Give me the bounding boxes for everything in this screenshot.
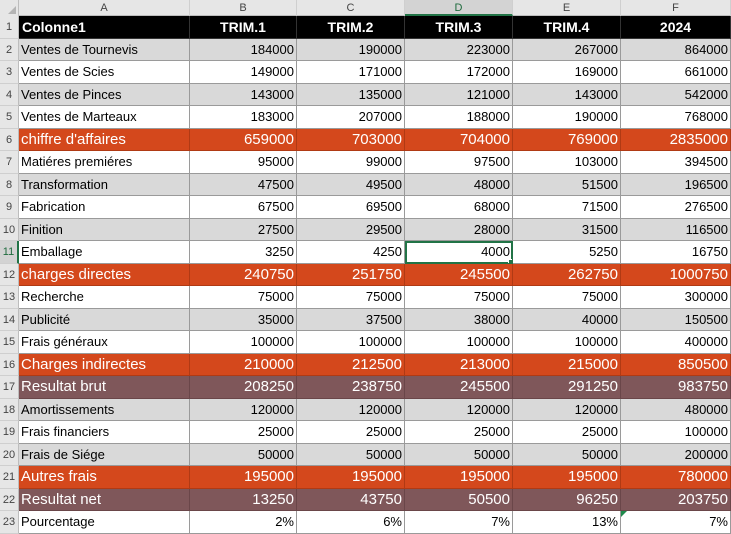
value-cell[interactable]: 190000 — [297, 39, 405, 62]
value-cell[interactable]: 69500 — [297, 196, 405, 219]
row-header[interactable]: 17 — [0, 376, 19, 399]
row-label-cell[interactable]: Charges indirectes — [19, 354, 190, 377]
value-cell[interactable]: 394500 — [621, 151, 731, 174]
row-header[interactable]: 7 — [0, 151, 19, 174]
value-cell[interactable]: 983750 — [621, 376, 731, 399]
value-cell[interactable]: 100000 — [513, 331, 621, 354]
row-header[interactable]: 19 — [0, 421, 19, 444]
row-header[interactable]: 16 — [0, 354, 19, 377]
table-row — [0, 106, 731, 129]
value-cell[interactable]: 120000 — [513, 399, 621, 422]
table-row — [0, 241, 731, 264]
table-row — [0, 219, 731, 242]
value-cell[interactable]: 769000 — [513, 129, 621, 152]
value-cell[interactable]: 2835000 — [621, 129, 731, 152]
value-cell[interactable]: 5250 — [513, 241, 621, 264]
value-cell[interactable]: 43750 — [297, 489, 405, 512]
value-cell[interactable]: 780000 — [621, 466, 731, 489]
table-row — [0, 39, 731, 62]
row-header[interactable]: 20 — [0, 444, 19, 467]
value-cell[interactable]: 195000 — [297, 466, 405, 489]
row-header[interactable]: 13 — [0, 286, 19, 309]
table-row — [0, 264, 731, 287]
row-label-cell[interactable]: charges directes — [19, 264, 190, 287]
value-cell[interactable]: 768000 — [621, 106, 731, 129]
value-cell[interactable]: 215000 — [513, 354, 621, 377]
row-header[interactable]: 3 — [0, 61, 19, 84]
value-cell[interactable]: 25000 — [405, 421, 513, 444]
table-row — [0, 196, 731, 219]
value-cell[interactable]: 480000 — [621, 399, 731, 422]
value-cell[interactable]: 188000 — [405, 106, 513, 129]
value-cell[interactable]: 120000 — [297, 399, 405, 422]
value-cell[interactable]: 143000 — [190, 84, 297, 107]
value-cell[interactable]: 251750 — [297, 264, 405, 287]
value-cell[interactable]: 100000 — [621, 421, 731, 444]
column-header-d[interactable]: D — [405, 0, 513, 16]
value-cell[interactable]: 2% — [190, 511, 297, 534]
row-label-cell[interactable]: Resultat net — [19, 489, 190, 512]
value-cell[interactable]: 68000 — [405, 196, 513, 219]
row-header[interactable]: 2 — [0, 39, 19, 62]
value-cell[interactable]: 208250 — [190, 376, 297, 399]
value-cell[interactable]: 27500 — [190, 219, 297, 242]
table-row — [0, 84, 731, 107]
value-cell[interactable]: 203750 — [621, 489, 731, 512]
value-cell[interactable]: 150500 — [621, 309, 731, 332]
row-header[interactable]: 6 — [0, 129, 19, 152]
value-cell[interactable]: 50000 — [405, 444, 513, 467]
value-cell[interactable]: 7% — [405, 511, 513, 534]
row-header[interactable]: 14 — [0, 309, 19, 332]
value-cell[interactable]: 1000750 — [621, 264, 731, 287]
value-cell[interactable]: 245500 — [405, 376, 513, 399]
value-cell[interactable]: 97500 — [405, 151, 513, 174]
value-cell[interactable]: 29500 — [297, 219, 405, 242]
table-row — [0, 421, 731, 444]
value-cell[interactable]: 149000 — [190, 61, 297, 84]
row-label-cell[interactable]: Recherche — [19, 286, 190, 309]
row-header[interactable]: 11 — [0, 241, 19, 264]
row-label-cell[interactable]: Matiéres premiéres — [19, 151, 190, 174]
value-cell[interactable]: 96250 — [513, 489, 621, 512]
value-cell[interactable]: 291250 — [513, 376, 621, 399]
row-header[interactable]: 9 — [0, 196, 19, 219]
value-cell[interactable]: 184000 — [190, 39, 297, 62]
column-header-b[interactable]: B — [190, 0, 297, 16]
table-row — [0, 309, 731, 332]
row-label-cell[interactable]: Autres frais — [19, 466, 190, 489]
column-header-c[interactable]: C — [297, 0, 405, 16]
table-row — [0, 489, 731, 512]
value-cell[interactable]: 661000 — [621, 61, 731, 84]
column-header-f[interactable]: F — [621, 0, 731, 16]
header-cell[interactable]: TRIM.1 — [190, 16, 297, 39]
value-cell[interactable]: 7% — [621, 511, 731, 534]
row-label-cell[interactable]: Amortissements — [19, 399, 190, 422]
row-label-cell[interactable]: Ventes de Pinces — [19, 84, 190, 107]
value-cell[interactable]: 120000 — [190, 399, 297, 422]
value-cell[interactable]: 195000 — [190, 466, 297, 489]
value-cell[interactable]: 245500 — [405, 264, 513, 287]
value-cell[interactable]: 40000 — [513, 309, 621, 332]
value-cell[interactable]: 704000 — [405, 129, 513, 152]
value-cell[interactable]: 37500 — [297, 309, 405, 332]
value-cell[interactable]: 75000 — [513, 286, 621, 309]
row-label-cell[interactable]: Frais financiers — [19, 421, 190, 444]
row-label-cell[interactable]: Transformation — [19, 174, 190, 197]
value-cell[interactable]: 13250 — [190, 489, 297, 512]
column-header-bar — [0, 0, 731, 16]
header-cell[interactable]: TRIM.4 — [513, 16, 621, 39]
row-label-cell[interactable]: Publicité — [19, 309, 190, 332]
table-row — [0, 331, 731, 354]
value-cell[interactable]: 31500 — [513, 219, 621, 242]
value-cell[interactable]: 659000 — [190, 129, 297, 152]
value-cell[interactable]: 135000 — [297, 84, 405, 107]
select-all-button[interactable] — [0, 0, 19, 16]
row-label-cell[interactable]: Resultat brut — [19, 376, 190, 399]
table-row — [0, 129, 731, 152]
value-cell[interactable]: 116500 — [621, 219, 731, 242]
row-header[interactable]: 1 — [0, 16, 19, 39]
value-cell[interactable]: 262750 — [513, 264, 621, 287]
value-cell[interactable]: 99000 — [297, 151, 405, 174]
value-cell[interactable]: 212500 — [297, 354, 405, 377]
value-cell[interactable]: 67500 — [190, 196, 297, 219]
value-cell[interactable]: 213000 — [405, 354, 513, 377]
value-cell[interactable]: 38000 — [405, 309, 513, 332]
value-cell[interactable]: 4250 — [297, 241, 405, 264]
value-cell[interactable]: 240750 — [190, 264, 297, 287]
value-cell[interactable]: 207000 — [297, 106, 405, 129]
row-label-cell[interactable]: Ventes de Scies — [19, 61, 190, 84]
row-header[interactable]: 22 — [0, 489, 19, 512]
value-cell[interactable]: 35000 — [190, 309, 297, 332]
row-label-cell[interactable]: Frais généraux — [19, 331, 190, 354]
value-cell[interactable]: 16750 — [621, 241, 731, 264]
table-row — [0, 174, 731, 197]
row-label-cell[interactable]: Finition — [19, 219, 190, 242]
value-cell[interactable]: 95000 — [190, 151, 297, 174]
value-cell[interactable]: 103000 — [513, 151, 621, 174]
value-cell[interactable]: 50000 — [190, 444, 297, 467]
value-cell[interactable]: 28000 — [405, 219, 513, 242]
table-row — [0, 376, 731, 399]
value-cell[interactable]: 49500 — [297, 174, 405, 197]
value-cell[interactable]: 864000 — [621, 39, 731, 62]
table-row — [0, 151, 731, 174]
row-label-cell[interactable]: Fabrication — [19, 196, 190, 219]
value-cell[interactable]: 13% — [513, 511, 621, 534]
value-cell[interactable]: 100000 — [297, 331, 405, 354]
table-row — [0, 466, 731, 489]
value-cell[interactable]: 300000 — [621, 286, 731, 309]
row-header[interactable]: 4 — [0, 84, 19, 107]
value-cell[interactable]: 172000 — [405, 61, 513, 84]
header-cell[interactable]: TRIM.2 — [297, 16, 405, 39]
table-row — [0, 444, 731, 467]
table-row — [0, 354, 731, 377]
value-cell[interactable]: 169000 — [513, 61, 621, 84]
header-cell[interactable]: Colonne1 — [19, 16, 190, 39]
selected-cell[interactable]: 4000 — [405, 241, 513, 264]
value-cell[interactable]: 850500 — [621, 354, 731, 377]
row-header[interactable]: 15 — [0, 331, 19, 354]
row-header[interactable]: 21 — [0, 466, 19, 489]
value-cell[interactable]: 25000 — [513, 421, 621, 444]
value-cell[interactable]: 100000 — [405, 331, 513, 354]
row-header[interactable]: 10 — [0, 219, 19, 242]
value-cell[interactable]: 143000 — [513, 84, 621, 107]
table-row — [0, 61, 731, 84]
value-cell[interactable]: 267000 — [513, 39, 621, 62]
header-cell[interactable]: 2024 — [621, 16, 731, 39]
row-header[interactable]: 12 — [0, 264, 19, 287]
value-cell[interactable]: 196500 — [621, 174, 731, 197]
row-header[interactable]: 18 — [0, 399, 19, 422]
value-cell[interactable]: 71500 — [513, 196, 621, 219]
row-label-cell[interactable]: Pourcentage — [19, 511, 190, 534]
value-cell[interactable]: 51500 — [513, 174, 621, 197]
row-label-cell[interactable]: Ventes de Tournevis — [19, 39, 190, 62]
table-row — [0, 399, 731, 422]
value-cell[interactable]: 100000 — [190, 331, 297, 354]
value-cell[interactable]: 47500 — [190, 174, 297, 197]
value-cell[interactable]: 50500 — [405, 489, 513, 512]
value-cell[interactable]: 542000 — [621, 84, 731, 107]
value-cell[interactable]: 3250 — [190, 241, 297, 264]
table-header-row — [0, 16, 731, 39]
row-header[interactable]: 23 — [0, 511, 19, 534]
value-cell[interactable]: 195000 — [405, 466, 513, 489]
row-header[interactable]: 8 — [0, 174, 19, 197]
value-cell[interactable]: 238750 — [297, 376, 405, 399]
table-row — [0, 511, 731, 534]
value-cell[interactable]: 276500 — [621, 196, 731, 219]
value-cell[interactable]: 190000 — [513, 106, 621, 129]
value-cell[interactable]: 25000 — [297, 421, 405, 444]
value-cell[interactable]: 400000 — [621, 331, 731, 354]
value-cell[interactable]: 210000 — [190, 354, 297, 377]
value-cell[interactable]: 120000 — [405, 399, 513, 422]
row-label-cell[interactable]: Frais de Siége — [19, 444, 190, 467]
value-cell[interactable]: 75000 — [405, 286, 513, 309]
value-cell[interactable]: 75000 — [190, 286, 297, 309]
row-label-cell[interactable]: Emballage — [19, 241, 190, 264]
value-cell[interactable]: 6% — [297, 511, 405, 534]
value-cell[interactable]: 183000 — [190, 106, 297, 129]
value-cell[interactable]: 75000 — [297, 286, 405, 309]
row-header[interactable]: 5 — [0, 106, 19, 129]
value-cell[interactable]: 50000 — [513, 444, 621, 467]
value-cell[interactable]: 171000 — [297, 61, 405, 84]
value-cell[interactable]: 703000 — [297, 129, 405, 152]
header-cell[interactable]: TRIM.3 — [405, 16, 513, 39]
value-cell[interactable]: 25000 — [190, 421, 297, 444]
value-cell[interactable]: 195000 — [513, 466, 621, 489]
table-row — [0, 286, 731, 309]
value-cell[interactable]: 50000 — [297, 444, 405, 467]
row-label-cell[interactable]: Ventes de Marteaux — [19, 106, 190, 129]
value-cell[interactable]: 121000 — [405, 84, 513, 107]
value-cell[interactable]: 48000 — [405, 174, 513, 197]
column-header-a[interactable]: A — [19, 0, 190, 16]
value-cell[interactable]: 200000 — [621, 444, 731, 467]
row-label-cell[interactable]: chiffre d'affaires — [19, 129, 190, 152]
cell-grid — [0, 16, 731, 534]
column-header-e[interactable]: E — [513, 0, 621, 16]
value-cell[interactable]: 223000 — [405, 39, 513, 62]
